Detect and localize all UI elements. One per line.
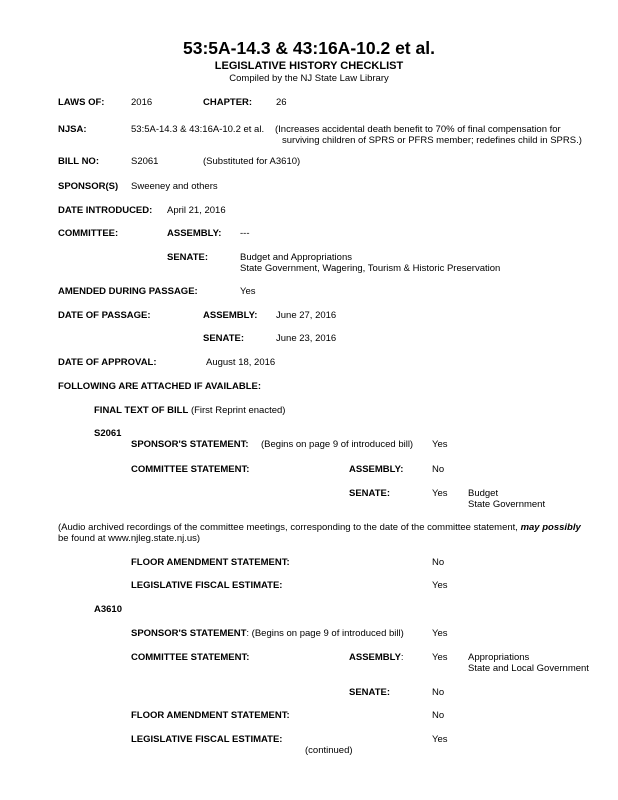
final-text-label: FINAL TEXT OF BILL [94,405,189,416]
sponsor-value: Sweeney and others [131,181,218,192]
a3610-fiscal-value: Yes [432,734,448,745]
passage-assembly-label: ASSEMBLY: [203,310,258,321]
bill-no-value: S2061 [131,156,159,167]
chapter-value: 26 [276,97,287,108]
a3610-assembly-colon: : [400,652,404,663]
committee-label: COMMITTEE: [58,228,119,239]
a3610-committee-statement-label: COMMITTEE STATEMENT: [131,652,250,663]
document-subtitle: LEGISLATIVE HISTORY CHECKLIST [214,60,404,72]
date-introduced-label: DATE INTRODUCED: [58,205,153,216]
final-text-row [94,405,285,416]
a3610-senate-label: SENATE: [349,687,390,698]
s2061-senate-label: SENATE: [349,488,390,499]
attached-heading: FOLLOWING ARE ATTACHED IF AVAILABLE: [58,381,261,392]
a3610-sponsor-statement-note: : (Begins on page 9 of introduced bill) [246,628,404,639]
s2061-senate-value: Yes [432,488,448,499]
njsa-description-line1: (Increases accidental death benefit to 70% of final compensation for [275,124,561,135]
a3610-sponsor-statement-row [131,628,404,639]
s2061-senate-committee2: State Government [468,499,546,510]
approval-label: DATE OF APPROVAL: [58,357,157,368]
passage-senate-value: June 23, 2016 [276,333,337,344]
njsa-label: NJSA: [58,124,87,135]
a3610-fiscal-label: LEGISLATIVE FISCAL ESTIMATE: [131,734,283,745]
committee-assembly-value: --- [240,228,250,239]
a3610-floor-label: FLOOR AMENDMENT STATEMENT: [131,710,290,721]
amended-value: Yes [240,286,256,297]
sponsor-label: SPONSOR(S) [58,181,119,192]
a3610-assembly-value: Yes [432,652,448,663]
committee-senate-line2: State Government, Wagering, Tourism & Historic Preservation [240,263,501,274]
approval-value: August 18, 2016 [206,357,276,368]
passage-assembly-value: June 27, 2016 [276,310,337,321]
a3610-assembly-row [349,652,404,663]
audio-note-text: (Audio archived recordings of the committee meetings, corresponding to the date of the committee statement, [58,522,518,533]
s2061-senate-committee1: Budget [468,488,499,499]
bill-no-label: BILL NO: [58,156,99,167]
a3610-assembly-label: ASSEMBLY [349,652,401,663]
audio-note-emphasis: may possibly [520,522,581,533]
passage-senate-label: SENATE: [203,333,244,344]
s2061-assembly-value: No [432,464,445,475]
s2061-floor-label: FLOOR AMENDMENT STATEMENT: [131,557,290,568]
committee-senate-label: SENATE: [167,252,208,263]
continued-note: (continued) [305,745,353,756]
s2061-heading: S2061 [94,428,122,439]
final-text-note: (First Reprint enacted) [190,405,286,416]
s2061-assembly-label: ASSEMBLY: [349,464,404,475]
chapter-label: CHAPTER: [203,97,253,108]
a3610-assembly-committee1: Appropriations [468,652,530,663]
s2061-sponsor-statement-value: Yes [432,439,448,450]
date-introduced-value: April 21, 2016 [167,205,226,216]
a3610-senate-value: No [432,687,445,698]
bill-substitution-note: (Substituted for A3610) [203,156,301,167]
njsa-value: 53:5A-14.3 & 43:16A-10.2 et al. [131,124,265,135]
a3610-sponsor-statement-value: Yes [432,628,448,639]
s2061-fiscal-value: Yes [432,580,448,591]
committee-assembly-label: ASSEMBLY: [167,228,222,239]
s2061-sponsor-statement-label: SPONSOR'S STATEMENT: [131,439,249,450]
s2061-floor-value: No [432,557,445,568]
s2061-committee-statement-label: COMMITTEE STATEMENT: [131,464,250,475]
a3610-sponsor-statement-label: SPONSOR'S STATEMENT [131,628,247,639]
s2061-sponsor-statement-note: (Begins on page 9 of introduced bill) [261,439,414,450]
a3610-assembly-committee2: State and Local Government [468,663,589,674]
njsa-description-line2: surviving children of SPRS or PFRS member; redefines child in SPRS.) [282,135,582,146]
passage-label: DATE OF PASSAGE: [58,310,151,321]
amended-label: AMENDED DURING PASSAGE: [58,286,198,297]
laws-of-value: 2016 [131,97,153,108]
s2061-fiscal-label: LEGISLATIVE FISCAL ESTIMATE: [131,580,283,591]
compiled-by: Compiled by the NJ State Law Library [229,73,389,84]
document-title: 53:5A-14.3 & 43:16A-10.2 et al. [183,38,435,58]
committee-senate-line1: Budget and Appropriations [240,252,352,263]
a3610-floor-value: No [432,710,445,721]
audio-note-line1 [58,522,581,533]
a3610-heading: A3610 [94,604,122,615]
laws-of-label: LAWS OF: [58,97,105,108]
audio-note-line2: be found at www.njleg.state.nj.us) [58,533,201,544]
